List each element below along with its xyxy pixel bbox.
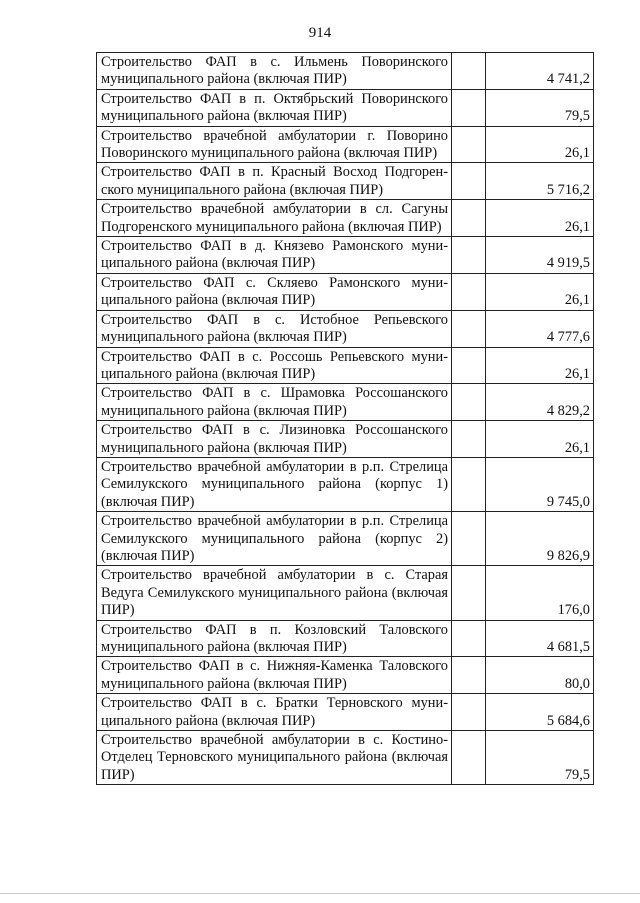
table-row <box>97 310 594 347</box>
table-row <box>97 457 594 511</box>
row-empty-cell <box>452 89 486 126</box>
row-empty-cell <box>452 200 486 237</box>
row-value-cell: 26,1 <box>486 200 594 237</box>
row-name-cell: Строительство ФАП с. Скляево Рамонского муниципального района (включая ПИР) <box>97 273 452 310</box>
row-empty-cell <box>452 731 486 785</box>
row-name-cell: Строительство ФАП в п. Октябрьский Поворинского муниципального района (включая ПИР) <box>97 89 452 126</box>
row-value-cell: 9 826,9 <box>486 512 594 566</box>
table-row <box>97 89 594 126</box>
row-name-cell: Строительство ФАП в с. Братки Терновского муниципального района (включая ПИР) <box>97 694 452 731</box>
construction-budget-table <box>96 52 594 785</box>
row-empty-cell <box>452 53 486 90</box>
row-empty-cell <box>452 126 486 163</box>
row-value-cell: 26,1 <box>486 347 594 384</box>
row-name-cell: Строительство ФАП в п. Красный Восход Подгоренского муниципального района (включая ПИР) <box>97 163 452 200</box>
row-name-cell: Строительство ФАП в с. Россошь Репьевского муниципального района (включая ПИР) <box>97 347 452 384</box>
row-value-cell: 26,1 <box>486 126 594 163</box>
row-empty-cell <box>452 163 486 200</box>
row-empty-cell <box>452 620 486 657</box>
row-value-cell: 9 745,0 <box>486 457 594 511</box>
row-name-cell: Строительство врачебной амбулатории в р.п. Стрелица Семилукского муниципального района (корпус 2) (включая ПИР) <box>97 512 452 566</box>
row-empty-cell <box>452 237 486 274</box>
row-value-cell: 5 716,2 <box>486 163 594 200</box>
table-row <box>97 126 594 163</box>
row-empty-cell <box>452 421 486 458</box>
row-name-cell: Строительство ФАП в с. Ильмень Поворинского муниципального района (включая ПИР) <box>97 53 452 90</box>
table-row <box>97 53 594 90</box>
row-value-cell: 4 777,6 <box>486 310 594 347</box>
row-value-cell: 26,1 <box>486 421 594 458</box>
row-name-cell: Строительство ФАП в д. Князево Рамонского муниципального района (включая ПИР) <box>97 237 452 274</box>
scan-edge-line <box>0 893 640 894</box>
row-empty-cell <box>452 512 486 566</box>
table-row <box>97 421 594 458</box>
table-row <box>97 512 594 566</box>
table-row <box>97 200 594 237</box>
row-empty-cell <box>452 347 486 384</box>
row-name-cell: Строительство ФАП в с. Шрамовка Россошанского муниципального района (включая ПИР) <box>97 384 452 421</box>
table-row <box>97 347 594 384</box>
row-value-cell: 176,0 <box>486 566 594 620</box>
row-name-cell: Строительство ФАП в п. Козловский Таловского муниципального района (включая ПИР) <box>97 620 452 657</box>
row-empty-cell <box>452 657 486 694</box>
page-number: 914 <box>308 25 332 41</box>
row-empty-cell <box>452 310 486 347</box>
table-row <box>97 163 594 200</box>
row-empty-cell <box>452 566 486 620</box>
row-name-cell: Строительство врачебной амбулатории г. Поворино Поворинского муниципального района (включая ПИР) <box>97 126 452 163</box>
table-row <box>97 237 594 274</box>
row-value-cell: 79,5 <box>486 731 594 785</box>
row-empty-cell <box>452 694 486 731</box>
row-value-cell: 80,0 <box>486 657 594 694</box>
row-empty-cell <box>452 384 486 421</box>
row-name-cell: Строительство ФАП в с. Лизиновка Россошанского муниципального района (включая ПИР) <box>97 421 452 458</box>
row-value-cell: 79,5 <box>486 89 594 126</box>
row-empty-cell <box>452 457 486 511</box>
table-row <box>97 657 594 694</box>
row-name-cell: Строительство врачебной амбулатории в с. Старая Ведуга Семилукского муниципального района (включая ПИР) <box>97 566 452 620</box>
table-row <box>97 273 594 310</box>
table-row <box>97 694 594 731</box>
row-value-cell: 4 829,2 <box>486 384 594 421</box>
row-value-cell: 4 741,2 <box>486 53 594 90</box>
row-value-cell: 4 919,5 <box>486 237 594 274</box>
table-row <box>97 620 594 657</box>
row-name-cell: Строительство ФАП в с. Истобное Репьевского муниципального района (включая ПИР) <box>97 310 452 347</box>
row-empty-cell <box>452 273 486 310</box>
row-value-cell: 4 681,5 <box>486 620 594 657</box>
table-row <box>97 566 594 620</box>
row-value-cell: 26,1 <box>486 273 594 310</box>
row-value-cell: 5 684,6 <box>486 694 594 731</box>
row-name-cell: Строительство ФАП в с. Нижняя-Каменка Таловского муниципального района (включая ПИР) <box>97 657 452 694</box>
row-name-cell: Строительство врачебной амбулатории в р.п. Стрелица Семилукского муниципального района (корпус 1) (включая ПИР) <box>97 457 452 511</box>
row-name-cell: Строительство врачебной амбулатории в сл. Сагуны Подгоренского муниципального района (включая ПИР) <box>97 200 452 237</box>
table-row <box>97 731 594 785</box>
row-name-cell: Строительство врачебной амбулатории в с. Костино-Отделец Терновского муниципального района (включая ПИР) <box>97 731 452 785</box>
table-row <box>97 384 594 421</box>
